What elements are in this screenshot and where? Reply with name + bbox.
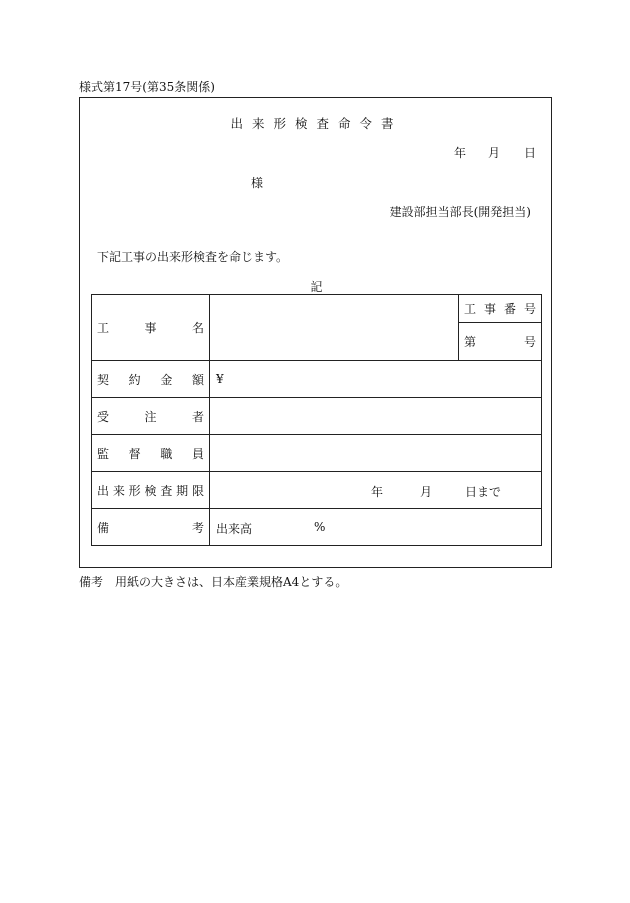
deadline-year-label: 年 bbox=[371, 485, 384, 499]
form-number: 様式第17号(第35条関係) bbox=[79, 80, 215, 94]
percent-sign: % bbox=[314, 520, 326, 534]
addressee-suffix: 様 bbox=[251, 176, 264, 190]
deadline-month-label: 月 bbox=[420, 485, 433, 499]
form-frame bbox=[79, 97, 552, 568]
remarks-label: 備 考 bbox=[92, 509, 210, 546]
inspection-details-table bbox=[91, 294, 542, 546]
construction-number-field[interactable]: 第 号 bbox=[459, 323, 542, 361]
contractor-field[interactable] bbox=[210, 398, 542, 435]
inspection-deadline-field[interactable] bbox=[210, 472, 542, 509]
date-day-label: 日 bbox=[524, 146, 537, 160]
construction-name-field[interactable] bbox=[210, 295, 459, 361]
contract-amount-label: 契 約 金 額 bbox=[92, 361, 210, 398]
construction-name-label: 工 事 名 bbox=[92, 295, 210, 361]
inspection-deadline-label: 出 来 形 検 査 期 限 bbox=[92, 472, 210, 509]
footnote-text: 用紙の大きさは、日本産業規格A4とする。 bbox=[115, 575, 348, 589]
construction-number-label: 工 事 番 号 bbox=[459, 295, 542, 323]
progress-label: 出来高 bbox=[216, 522, 253, 536]
form-title: 出来形検査命令書 bbox=[230, 116, 403, 131]
ki-heading: 記 bbox=[310, 280, 323, 294]
footnote-label: 備考 bbox=[79, 575, 104, 589]
instruction-text: 下記工事の出来形検査を命じます。 bbox=[97, 250, 289, 264]
contract-amount-field[interactable] bbox=[210, 361, 542, 398]
issuer-title: 建設部担当部長(開発担当) bbox=[389, 205, 531, 219]
date-month-label: 月 bbox=[488, 146, 501, 160]
supervisor-field[interactable] bbox=[210, 435, 542, 472]
deadline-day-label: 日まで bbox=[465, 485, 502, 499]
date-year-label: 年 bbox=[454, 146, 467, 160]
remarks-field[interactable] bbox=[210, 509, 542, 546]
footnote bbox=[79, 575, 347, 589]
contractor-label: 受 注 者 bbox=[92, 398, 210, 435]
supervisor-label: 監 督 職 員 bbox=[92, 435, 210, 472]
yen-sign: ¥ bbox=[216, 372, 224, 386]
